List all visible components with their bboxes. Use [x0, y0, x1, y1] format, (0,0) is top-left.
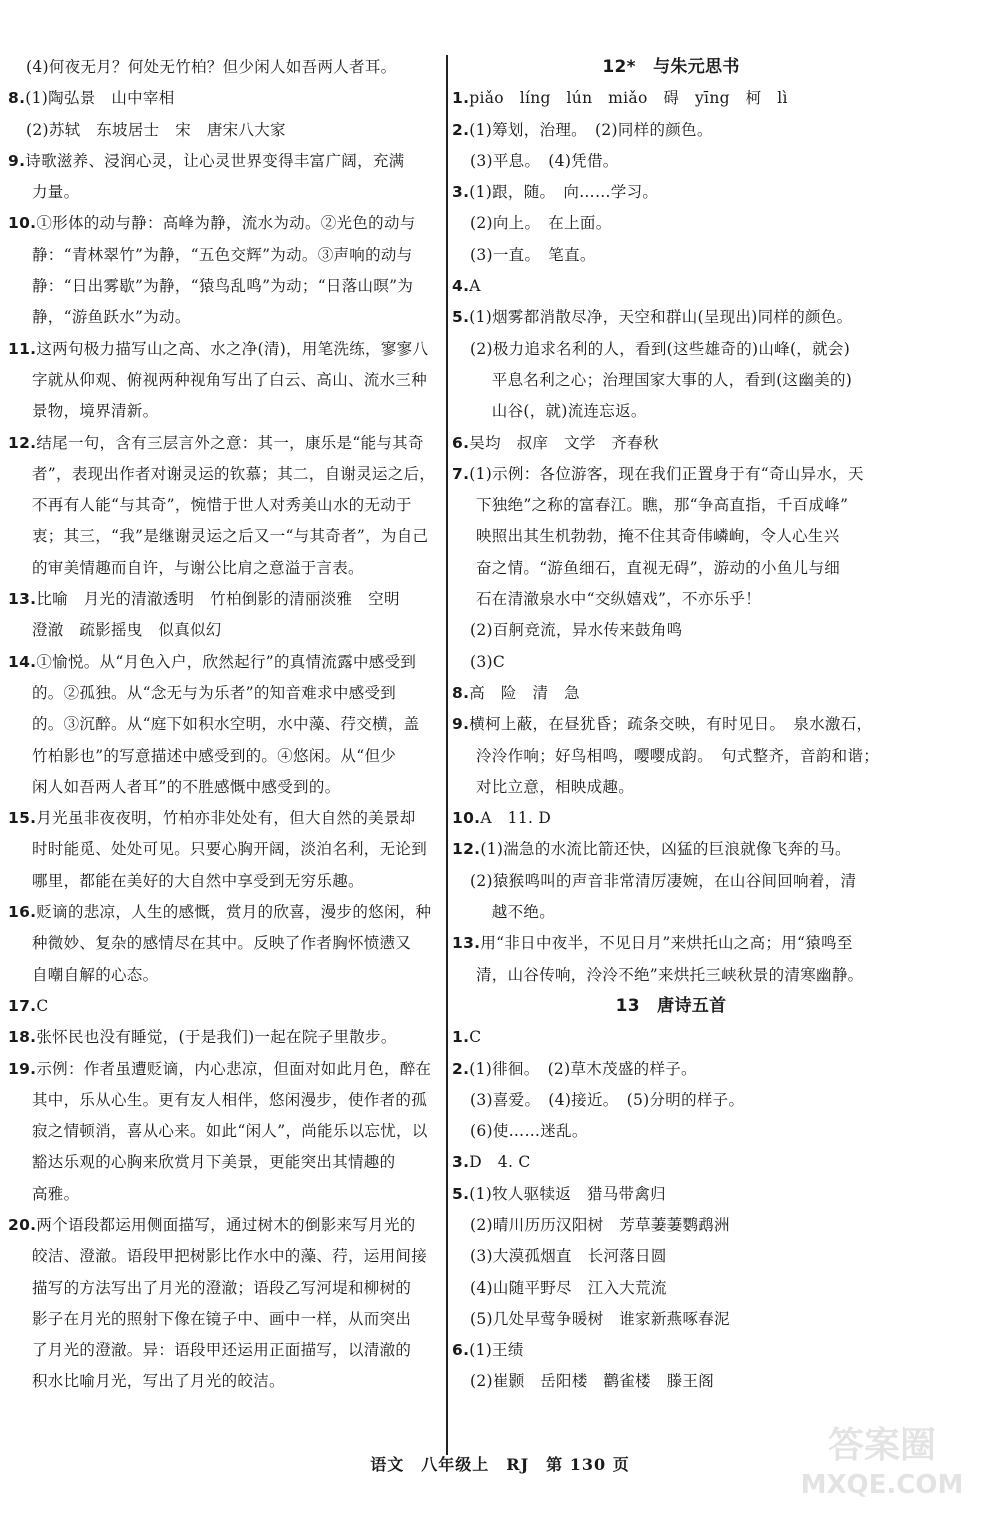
- answer-text: 豁达乐观的心胸来欣赏月下美景，更能突出其情趣的: [32, 1153, 396, 1172]
- answer-line: [8, 615, 440, 646]
- answer-line: [8, 772, 440, 803]
- answer-text: (2)极力追求名利的人，看到(这些雄奇的)山峰(，就会): [470, 339, 851, 358]
- answer-text: 静，“游鱼跃水”为动。: [32, 308, 191, 327]
- answer-line: [452, 866, 890, 897]
- answer-text: 13 唐诗五首: [615, 995, 727, 1016]
- answer-line: [8, 991, 440, 1022]
- answer-line: [8, 1116, 440, 1147]
- question-number: 7.: [452, 464, 470, 483]
- answer-line: [452, 1241, 890, 1272]
- answer-line: [8, 428, 440, 459]
- answer-text: (4)何夜无月？何处无竹柏？但少闲人如吾两人者耳。: [26, 58, 397, 76]
- question-number: 1.: [452, 89, 470, 108]
- answer-line: [452, 1366, 890, 1397]
- answer-line: [8, 83, 440, 114]
- answer-text: 描写的方法写出了月光的澄澈；语段乙写河堤和柳树的: [32, 1278, 412, 1297]
- answer-text: (3)大漠孤烟直 长河落日圆: [470, 1247, 667, 1266]
- answer-line: [452, 1116, 890, 1147]
- answer-text: 泠泠作响；好鸟相鸣，嘤嘤成韵。 句式整齐，音韵和谐；: [476, 746, 880, 765]
- answer-text: (1)示例：各位游客，现在我们正置身于有“奇山异水，天: [469, 464, 864, 483]
- answer-text: 的。②孤独。从“念无与为乐者”的知音难求中感受到: [32, 683, 397, 702]
- answer-text: 竹柏影也”的写意描述中感受到的。④悠闲。从“但少: [32, 746, 397, 765]
- answer-line: [452, 615, 890, 646]
- answer-text: 种微妙、复杂的感情尽在其中。反映了作者胸怀愤懑又: [32, 934, 412, 953]
- question-number: 20.: [8, 1215, 37, 1234]
- answer-text: (1)徘徊。 (2)草木茂盛的样子。: [469, 1059, 697, 1078]
- answer-line: [452, 1210, 890, 1241]
- answer-line: [452, 1022, 890, 1053]
- answer-line: [8, 1147, 440, 1178]
- question-number: 2.: [452, 120, 470, 139]
- answer-line: [8, 365, 440, 396]
- question-number: 8.: [8, 89, 26, 108]
- answer-text: 影子在月光的照射下像在镜子中、画中一样，从而突出: [32, 1309, 412, 1328]
- answer-line: [8, 302, 440, 333]
- answer-line: [452, 960, 890, 991]
- answer-text: (3)一直。 笔直。: [470, 245, 596, 264]
- question-number: 11.: [8, 339, 37, 358]
- answer-text: 高雅。: [32, 1184, 80, 1203]
- answer-line: [8, 1054, 440, 1085]
- answer-text: (1)跟，随。 向……学习。: [469, 183, 659, 202]
- answer-text: 山谷(，就)流连忘返。: [476, 402, 647, 421]
- answer-line: [8, 1179, 440, 1210]
- answer-text: 不再有人能“与其奇”，惋惜于世人对秀美山水的无动于: [32, 496, 412, 515]
- answer-text: 诗歌滋养、浸润心灵，让心灵世界变得丰富广阔，充满: [25, 151, 405, 170]
- question-number: 12.: [8, 433, 37, 452]
- answer-line: [8, 803, 440, 834]
- answer-line: [8, 897, 440, 928]
- answer-text: 闲人如吾两人者耳”的不胜感慨中感受到的。: [32, 777, 341, 796]
- answer-line: [8, 459, 440, 490]
- question-number: 10.: [452, 809, 481, 828]
- answer-text: 积水比喻月光，写出了月光的皎洁。: [32, 1372, 285, 1391]
- question-number: 16.: [8, 903, 37, 922]
- answer-line: [452, 240, 890, 271]
- answer-line: [8, 1273, 440, 1304]
- question-number: 19.: [8, 1059, 37, 1078]
- answer-line: [452, 428, 890, 459]
- answer-text: (6)使……迷乱。: [470, 1122, 588, 1141]
- question-number: 18.: [8, 1028, 37, 1047]
- answer-text: (3)喜爱。 (4)接近。 (5)分明的样子。: [470, 1090, 745, 1109]
- answer-text: 石在清澈泉水中“交纵嬉戏”，不亦乐乎！: [476, 590, 762, 609]
- answer-line: [8, 208, 440, 239]
- answer-text: 高 险 清 急: [469, 683, 580, 702]
- question-number: 3.: [452, 1153, 470, 1172]
- answer-line: [452, 365, 890, 396]
- answer-text: 用“非日中夜半，不见日月”来烘托山之高；用“猿鸣至: [480, 934, 853, 953]
- answer-line: [8, 490, 440, 521]
- answer-text: 哪里，都能在美好的大自然中享受到无穷乐趣。: [32, 871, 364, 890]
- answer-text: A 11. D: [480, 809, 552, 828]
- answer-line: [452, 334, 890, 365]
- question-number: 6.: [452, 1341, 470, 1360]
- answer-text: 时时能觅、处处可见。只要心胸开阔，淡泊名利，无论到: [32, 840, 428, 859]
- answer-text: 的审美情趣而自许，与谢公比肩之意溢于言表。: [32, 558, 364, 577]
- answer-line: [8, 584, 440, 615]
- answer-line: [452, 146, 890, 177]
- question-number: 14.: [8, 652, 37, 671]
- answer-text: 越不绝。: [476, 903, 556, 922]
- answer-text: C: [469, 1028, 482, 1047]
- answer-line: [452, 897, 890, 928]
- answer-text: 澄澈 疏影摇曳 似真似幻: [32, 621, 222, 640]
- answer-line: [8, 553, 440, 584]
- answer-text: 自嘲自解的心态。: [32, 965, 159, 984]
- answer-line: [8, 709, 440, 740]
- question-number: 15.: [8, 809, 37, 828]
- answer-line: [8, 678, 440, 709]
- answer-line: [452, 709, 890, 740]
- page-footer: 语文 八年级上 RJ 第 130 页: [370, 1455, 630, 1474]
- answer-text: 静：“青林翠竹”为静，“五色交辉”为动。③声响的动与: [32, 245, 413, 264]
- answer-text: ①形体的动与静：高峰为静，流水为动。②光色的动与: [36, 214, 416, 233]
- section-heading: [452, 52, 890, 83]
- answer-line: [452, 803, 890, 834]
- answer-text: 对比立意，相映成趣。: [476, 777, 635, 796]
- right-column: [452, 52, 890, 1398]
- question-number: 10.: [8, 214, 37, 233]
- question-number: 8.: [452, 683, 470, 702]
- answer-line: [8, 1085, 440, 1116]
- answer-text: 其中，乐从心生。更有友人相伴，悠闲漫步，使作者的孤: [32, 1090, 428, 1109]
- answer-line: [8, 271, 440, 302]
- question-number: 12.: [452, 840, 481, 859]
- question-number: 5.: [452, 1184, 470, 1203]
- answer-text: 这两句极力描写山之高、水之净(清)，用笔洗练，寥寥八: [36, 339, 429, 358]
- question-number: 13.: [452, 934, 481, 953]
- answer-text: (5)几处早莺争暖树 谁家新燕啄春泥: [470, 1309, 730, 1328]
- answer-line: [8, 1335, 440, 1366]
- answer-line: [452, 1179, 890, 1210]
- watermark-logo: [782, 1417, 982, 1503]
- question-number: 2.: [452, 1059, 470, 1078]
- answer-line: [8, 115, 440, 146]
- answer-line: [8, 834, 440, 865]
- answer-text: 衷；其三，“我”是继谢灵运之后又一“与其奇者”，为自己: [32, 527, 429, 546]
- answer-line: [8, 866, 440, 897]
- question-number: 4.: [452, 277, 470, 296]
- answer-text: (2)晴川历历汉阳树 芳草萋萋鹦鹉洲: [470, 1215, 730, 1234]
- answer-line: [452, 83, 890, 114]
- answer-text: 平息名利之心；治理国家大事的人，看到(这幽美的): [476, 370, 853, 389]
- answer-line: [8, 334, 440, 365]
- answer-line: [8, 1241, 440, 1272]
- answer-line: [452, 584, 890, 615]
- answer-line: [452, 678, 890, 709]
- answer-text: 者”，表现出作者对谢灵运的钦慕；其二，自谢灵运之后，: [32, 464, 436, 483]
- answer-line: [452, 490, 890, 521]
- answer-line: [8, 647, 440, 678]
- answer-text: 皎洁、澄澈。语段甲把树影比作水中的藻、荇，运用间接: [32, 1247, 428, 1266]
- answer-line: [8, 521, 440, 552]
- answer-text: 结尾一句，含有三层言外之意：其一，康乐是“能与其奇: [36, 433, 424, 452]
- answer-line: [8, 928, 440, 959]
- answer-line: [8, 741, 440, 772]
- answer-text: 清，山谷传响，泠泠不绝”来烘托三峡秋景的清寒幽静。: [476, 965, 864, 984]
- answer-text: A: [469, 277, 481, 296]
- answer-line: [8, 1366, 440, 1397]
- answer-text: 两个语段都运用侧面描写，通过树木的倒影来写月光的: [36, 1215, 416, 1234]
- answer-line: [8, 177, 440, 208]
- answer-line: [452, 834, 890, 865]
- answer-text: ①愉悦。从“月色入户，欣然起行”的真情流露中感受到: [36, 652, 417, 671]
- answer-line: [452, 521, 890, 552]
- answer-line: [452, 1085, 890, 1116]
- answer-line: [452, 1273, 890, 1304]
- answer-text: 横柯上蔽，在昼犹昏；疏条交映，有时见日。 泉水激石，: [469, 715, 873, 734]
- answer-line: [8, 240, 440, 271]
- answer-line: [8, 1210, 440, 1241]
- answer-text: 下独绝”之称的富春江。瞧，那“争高直指，千百成峰”: [476, 496, 849, 515]
- answer-line: [452, 1304, 890, 1335]
- question-number: 9.: [8, 151, 26, 170]
- answer-text: (1)王绩: [469, 1341, 524, 1360]
- answer-line: [452, 271, 890, 302]
- left-column: [8, 52, 440, 1398]
- answer-text: 静：“日出雾歇”为静，“猿鸟乱鸣”为动；“日落山暝”为: [32, 277, 414, 296]
- answer-text: (2)向上。 在上面。: [470, 214, 612, 233]
- answer-line: [8, 1304, 440, 1335]
- answer-text: (1)筹划，治理。 (2)同样的颜色。: [469, 120, 713, 139]
- watermark-title: 答案圈: [827, 1425, 937, 1466]
- answer-line: [8, 396, 440, 427]
- answer-text: (3)C: [470, 652, 506, 671]
- answer-line: [452, 396, 890, 427]
- column-divider: [446, 55, 448, 1455]
- answer-text: (2)苏轼 东坡居士 宋 唐宋八大家: [26, 120, 286, 139]
- answer-text: 景物，境界清新。: [32, 402, 159, 421]
- answer-text: 月光虽非夜夜明，竹柏亦非处处有，但大自然的美景却: [36, 809, 416, 828]
- answer-text: 张怀民也没有睡觉，(于是我们)一起在院子里散步。: [36, 1028, 397, 1047]
- answer-text: (2)崔颢 岳阳楼 鹳雀楼 滕王阁: [470, 1372, 715, 1391]
- answer-line: [452, 459, 890, 490]
- answer-text: 寂之情顿消，喜从心来。如此“闲人”，尚能乐以忘忧，以: [32, 1122, 428, 1141]
- answer-text: C: [36, 996, 49, 1015]
- answer-line: [452, 928, 890, 959]
- answer-text: (2)百舸竞流，异水传来鼓角鸣: [470, 621, 683, 640]
- answer-text: (1)陶弘景 山中宰相: [25, 89, 175, 108]
- answer-text: 比喻 月光的清澈透明 竹柏倒影的清丽淡雅 空明: [36, 590, 400, 609]
- answer-line: [452, 208, 890, 239]
- answer-text: 映照出其生机勃勃，掩不住其奇伟嶙峋，令人心生兴: [476, 527, 840, 546]
- answer-line: [452, 647, 890, 678]
- answer-text: (1)牧人驱犊返 猎马带禽归: [469, 1184, 666, 1203]
- answer-text: piǎo líng lún miǎo 碍 yīng 柯 lì: [469, 89, 788, 108]
- section-heading: [452, 991, 890, 1022]
- answer-line: [452, 1335, 890, 1366]
- answer-line: [8, 1022, 440, 1053]
- question-number: 9.: [452, 715, 470, 734]
- watermark-url: MXQE.COM: [800, 1470, 964, 1500]
- question-number: 17.: [8, 996, 37, 1015]
- answer-line: [452, 1147, 890, 1178]
- question-number: 3.: [452, 183, 470, 202]
- answer-text: (4)山随平野尽 江入大荒流: [470, 1278, 667, 1297]
- answer-line: [8, 52, 440, 83]
- answer-text: 吴均 叔庠 文学 齐春秋: [469, 433, 659, 452]
- answer-text: 贬谪的悲凉，人生的感慨，赏月的欣喜，漫步的悠闲，种: [36, 903, 432, 922]
- answer-text: 12* 与朱元思书: [602, 57, 740, 77]
- answer-line: [452, 177, 890, 208]
- question-number: 6.: [452, 433, 470, 452]
- answer-line: [452, 115, 890, 146]
- answer-text: (1)烟雾都消散尽净，天空和群山(呈现出)同样的颜色。: [469, 308, 853, 327]
- answer-text: 字就从仰观、俯视两种视角写出了白云、高山、流水三种: [32, 370, 428, 389]
- answer-text: 奋之情。“游鱼细石，直视无碍”，游动的小鱼儿与细: [476, 558, 841, 577]
- question-number: 1.: [452, 1028, 470, 1047]
- answer-text: (1)湍急的水流比箭还快，凶猛的巨浪就像飞奔的马。: [480, 840, 851, 859]
- answer-text: 的。③沉醉。从“庭下如积水空明，水中藻、荇交横，盖: [32, 715, 420, 734]
- question-number: 13.: [8, 590, 37, 609]
- answer-line: [452, 553, 890, 584]
- answer-text: (2)猿猴鸣叫的声音非常清厉凄婉，在山谷间回响着，清: [470, 871, 857, 890]
- question-number: 5.: [452, 308, 470, 327]
- answer-line: [452, 1054, 890, 1085]
- answer-line: [8, 146, 440, 177]
- answer-text: 示例：作者虽遭贬谪，内心悲凉，但面对如此月色，醉在: [36, 1059, 432, 1078]
- answer-text: 了月光的澄澈。异：语段甲还运用正面描写，以清澈的: [32, 1341, 412, 1360]
- answer-text: 力量。: [32, 183, 80, 202]
- answer-line: [452, 302, 890, 333]
- answer-text: D 4. C: [469, 1153, 531, 1172]
- answer-line: [8, 960, 440, 991]
- answer-text: (3)平息。 (4)凭借。: [470, 151, 619, 170]
- answer-line: [452, 741, 890, 772]
- answer-line: [452, 772, 890, 803]
